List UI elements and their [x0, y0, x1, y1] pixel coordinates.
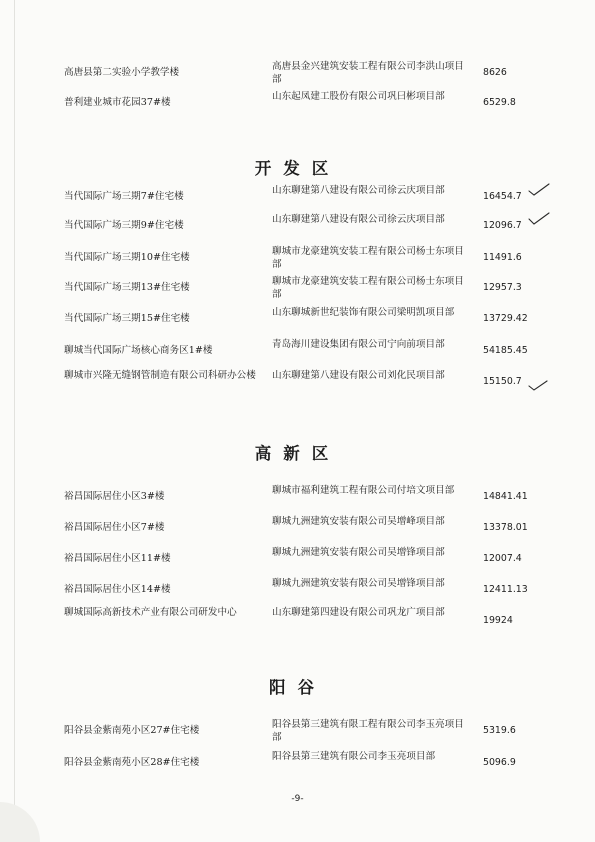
- contractor-name: 聊城市龙豪建筑安装工程有限公司杨士东项目部: [272, 246, 464, 270]
- contractor-name: 山东起凤建工股份有限公司巩曰彬项目部: [272, 91, 445, 102]
- floor-area: 16454.7: [483, 191, 522, 202]
- floor-area: 6529.8: [483, 97, 516, 108]
- project-name: 聊城国际高新技术产业有限公司研发中心: [64, 607, 237, 618]
- contractor-name: 聊城九洲建筑安装有限公司吴增峰项目部: [272, 516, 445, 527]
- contractor-name: 阳谷县第三建筑有限公司李玉亮项目部: [272, 751, 436, 762]
- checkmark-icon: [528, 378, 550, 392]
- checkmark-icon: [528, 212, 550, 226]
- contractor-name: 聊城市福利建筑工程有限公司付培文项目部: [272, 485, 455, 496]
- project-name: 当代国际广场三期7#住宅楼: [64, 191, 184, 202]
- contractor-name: 聊城九洲建筑安装有限公司吴增锋项目部: [272, 578, 445, 589]
- floor-area: 5319.6: [483, 725, 516, 736]
- project-name: 裕昌国际居住小区14#楼: [64, 584, 171, 595]
- project-name: 普利建业城市花园37#楼: [64, 97, 171, 108]
- page-number: -9-: [291, 794, 304, 804]
- floor-area: 8626: [483, 67, 507, 78]
- contractor-name: 山东聊城新世纪装饰有限公司梁明凯项目部: [272, 307, 455, 318]
- project-name: 裕昌国际居住小区11#楼: [64, 553, 171, 564]
- checkmark-icon: [528, 183, 550, 197]
- contractor-name: 聊城市龙豪建筑安装工程有限公司杨士东项目部: [272, 276, 464, 300]
- floor-area: 19924: [483, 615, 513, 626]
- project-name: 阳谷县金紫南苑小区28#住宅楼: [64, 757, 200, 768]
- contractor-name: 山东聊建第四建设有限公司巩龙广项目部: [272, 607, 445, 618]
- contractor-name: 山东聊建第八建设有限公司徐云庆项目部: [272, 185, 445, 196]
- scan-edge-line: [14, 0, 15, 842]
- floor-area: 11491.6: [483, 252, 522, 263]
- floor-area: 13729.42: [483, 313, 528, 324]
- contractor-name: 山东聊建第八建设有限公司徐云庆项目部: [272, 214, 445, 225]
- section-heading: 开发区: [254, 159, 341, 178]
- floor-area: 13378.01: [483, 522, 528, 533]
- project-name: 聊城市兴隆无缝钢管制造有限公司科研办公楼: [64, 370, 256, 381]
- contractor-name: 高唐县金兴建筑安装工程有限公司李洪山项目部: [272, 61, 464, 85]
- project-name: 裕昌国际居住小区3#楼: [64, 491, 165, 502]
- floor-area: 54185.45: [483, 345, 528, 356]
- project-name: 阳谷县金紫南苑小区27#住宅楼: [64, 725, 200, 736]
- project-name: 裕昌国际居住小区7#楼: [64, 522, 165, 533]
- project-name: 聊城当代国际广场核心商务区1#楼: [64, 345, 213, 356]
- project-name: 当代国际广场三期9#住宅楼: [64, 220, 184, 231]
- floor-area: 15150.7: [483, 376, 522, 387]
- contractor-name: 聊城九洲建筑安装有限公司吴增锋项目部: [272, 547, 445, 558]
- floor-area: 14841.41: [483, 491, 528, 502]
- floor-area: 12096.7: [483, 220, 522, 231]
- floor-area: 5096.9: [483, 757, 516, 768]
- project-name: 当代国际广场三期10#住宅楼: [64, 252, 190, 263]
- contractor-name: 山东聊建第八建设有限公司刘化民项目部: [272, 370, 445, 381]
- floor-area: 12957.3: [483, 282, 522, 293]
- contractor-name: 青岛海川建设集团有限公司宁向前项目部: [272, 339, 445, 350]
- floor-area: 12007.4: [483, 553, 522, 564]
- section-heading: 高新区: [254, 444, 341, 463]
- project-name: 高唐县第二实验小学教学楼: [64, 67, 180, 78]
- scan-corner-shadow: [0, 802, 40, 842]
- project-name: 当代国际广场三期13#住宅楼: [64, 282, 190, 293]
- project-name: 当代国际广场三期15#住宅楼: [64, 313, 190, 324]
- floor-area: 12411.13: [483, 584, 528, 595]
- contractor-name: 阳谷县第三建筑有限工程有限公司李玉亮项目部: [272, 719, 464, 743]
- section-heading: 阳谷: [269, 678, 326, 697]
